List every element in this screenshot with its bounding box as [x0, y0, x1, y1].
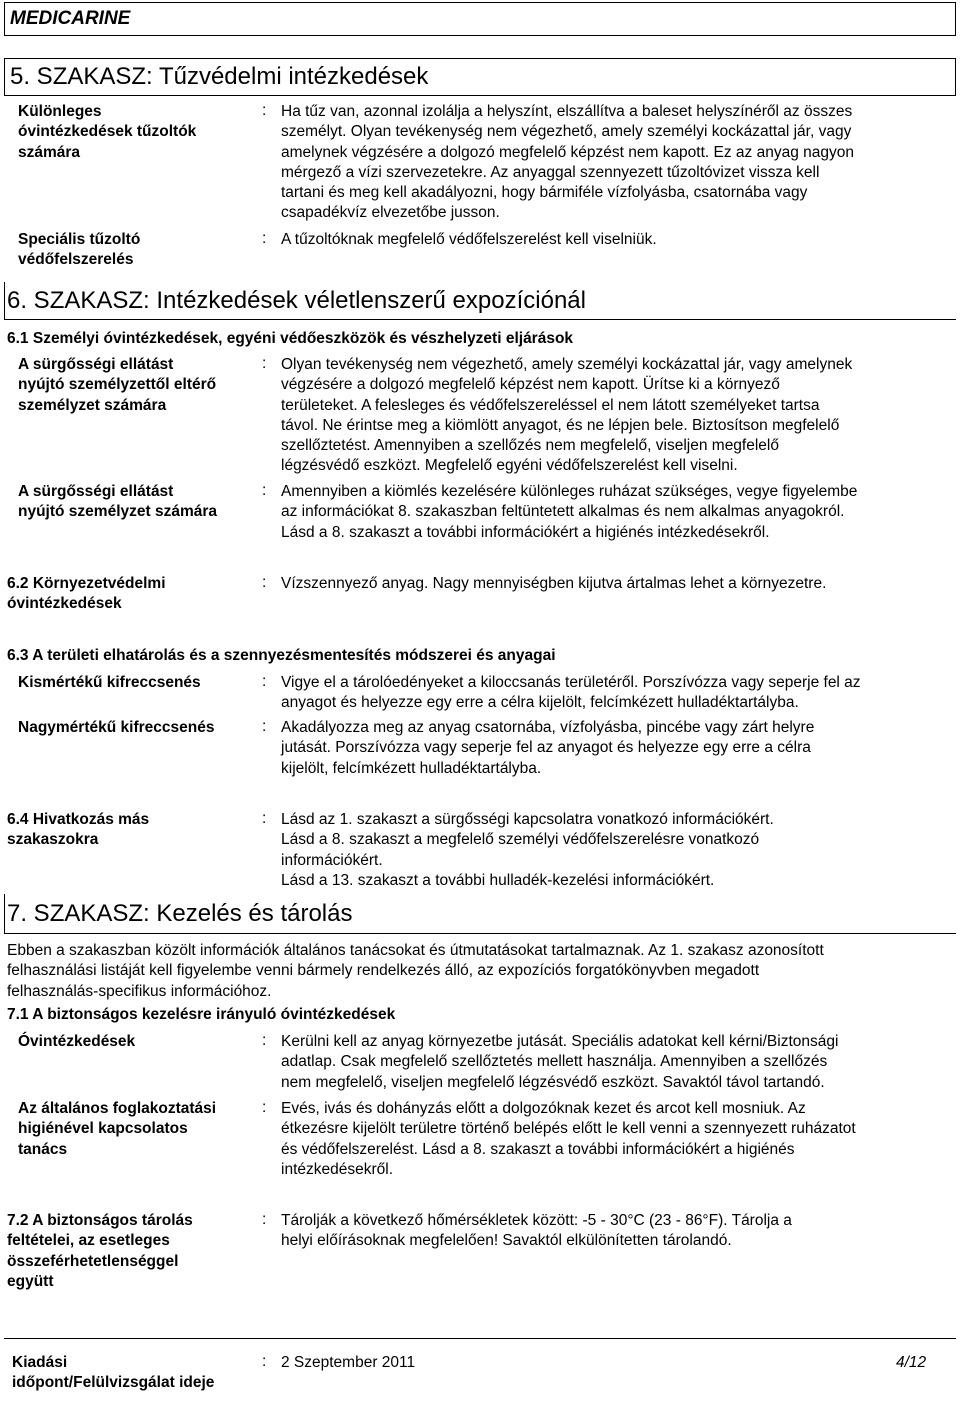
document-header [4, 2, 956, 36]
s7-label-precautions: Óvintézkedések [18, 1033, 136, 1050]
colon: : [262, 1211, 267, 1228]
footer-date: 2 Szeptember 2011 [281, 1354, 416, 1371]
s5-label-special-precautions: Különleges óvintézkedések tűzoltók számára [18, 103, 197, 161]
s7-2-text: Tárolják a következő hőmérsékletek között: -5 - 30°C (23 - 86°F). Tárolja a helyi előírásoknak megfelelően! Savaktól elkülönítetten tárolandó. [281, 1212, 792, 1250]
s5-text-special-precautions: Ha tűz van, azonnal izolálja a helyszínt, elszállítva a baleset helyszínéről az összes személyt. Olyan tevékenység nem végezhető, amely személyi kockázattal jár, vagy amelynek végzésére a dolgozó megfelelő képzést nem kapott. Ez az anyag nagyon mérgező a vízi szervezetekre. Az anyaggal szennyezett tűzoltóvizet vissza kell tartani és meg kell akadályozni, hogy bármiféle vízfolyásba, csatornába vagy csapadékvíz elvezetőbe jusson. [281, 103, 854, 222]
s7-1-heading: 7.1 A biztonságos kezelésre irányuló óvintézkedések [7, 1006, 396, 1023]
s6-label-non-emergency: A sürgősségi ellátást nyújtó személyzettől eltérő személyzet számára [18, 356, 217, 414]
s7-intro: Ebben a szakaszban közölt információk általános tanácsokat és útmutatásokat tartalmaznak. Az 1. szakasz azonosított felhasználási listáját kell figyelembe venni bármely rendelkezés álló, az expozíciós forgatókönyvben megadott felhasználás-specifikus információhoz. [7, 942, 824, 1000]
footer-rule [4, 1338, 956, 1339]
s7-text-precautions: Kerülni kell az anyag környezetbe jutását. Speciális adatokat kell kérni/Biztonsági adatlap. Csak megfelelő szellőztetés mellett használja. Amennyiben a szellőzés nem megfelelő, viseljen megfelelő légzésvédő eszközt. Savaktól távol tartandó. [281, 1033, 839, 1091]
s6-4-label: 6.4 Hivatkozás más szakaszokra [7, 811, 150, 849]
s6-label-small-spill: Kismértékű kifreccsenés [18, 674, 201, 691]
s6-text-large-spill: Akadályozza meg az anyag csatornába, vízfolyásba, pincébe vagy zárt helyre jutását. Porszívózza vagy seperje fel az anyagot és helyezze egy erre a célra kijelölt, felcímkézett hulladéktartályba. [281, 719, 815, 777]
page-number: 4/12 [896, 1354, 927, 1371]
s6-3-heading: 6.3 A területi elhatárolás és a szennyezésmentesítés módszerei és anyagai [7, 647, 556, 664]
colon: : [262, 718, 267, 735]
colon: : [262, 102, 267, 119]
colon: : [262, 1099, 267, 1116]
s7-label-hygiene: Az általános foglakoztatási higiénével kapcsolatos tanács [18, 1100, 217, 1158]
section-7-title: 7. SZAKASZ: Kezelés és tárolás [7, 900, 353, 927]
section-6-title: 6. SZAKASZ: Intézkedések véletlenszerű expozíciónál [7, 287, 586, 314]
s7-2-label: 7.2 A biztonságos tárolás feltételei, az esetleges összeférhetetlenséggel együtt [7, 1212, 193, 1290]
footer-label: Kiadási időpont/Felülvizsgálat ideje [12, 1354, 215, 1392]
colon: : [262, 1032, 267, 1049]
colon: : [262, 574, 267, 591]
s6-2-text: Vízszennyező anyag. Nagy mennyiségben kijutva ártalmas lehet a környezetre. [281, 575, 827, 592]
section-5-title: 5. SZAKASZ: Tűzvédelmi intézkedések [10, 63, 429, 90]
s6-4-text: Lásd az 1. szakaszt a sürgősségi kapcsolatra vonatkozó információkért. Lásd a 8. szakaszt a megfelelő személyi védőfelszerelésre vonatkozó információkért. Lásd a 13. szakaszt a további hulladék-kezelési információkért. [281, 811, 774, 889]
colon: : [262, 230, 267, 247]
s5-label-protective-equipment: Speciális tűzoltó védőfelszerelés [18, 231, 141, 269]
s7-text-hygiene: Evés, ivás és dohányzás előtt a dolgozóknak kezet és arcot kell mosniuk. Az étkezésre kijelölt területre történő belépés előtt le kell venni a szennyezett ruházatot és védőfelszerelést. Lásd a 8. szakaszt a további információkért a higiénés intézkedésekről. [281, 1100, 856, 1178]
colon: : [262, 673, 267, 690]
colon: : [262, 355, 267, 372]
s6-text-small-spill: Vigye el a tárolóedényeket a kiloccsanás területéről. Porszívózza vagy seperje fel az anyagot és helyezze egy erre a célra kijelölt, felcímkézett hulladéktartályba. [281, 674, 861, 712]
s5-text-protective-equipment: A tűzoltóknak megfelelő védőfelszerelést kell viselniük. [281, 231, 657, 248]
s6-label-large-spill: Nagymértékű kifreccsenés [18, 719, 215, 736]
s6-1-heading: 6.1 Személyi óvintézkedések, egyéni védőeszközök és vészhelyzeti eljárások [7, 330, 574, 347]
s6-text-non-emergency: Olyan tevékenység nem végezhető, amely személyi kockázattal jár, vagy amelynek végzésére a dolgozó megfelelő képzést nem kapott. Ürítse ki a környező területeket. A felesleges és védőfelszereléssel el nem látott személyeket tartsa távol. Ne érintse meg a kiömlött anyagot, és ne lépjen bele. Biztosítson megfelelő szellőztetést. Amennyiben a szellőzés nem megfelelő, viseljen megfelelő légzésvédő eszközt. Megfelelő egyéni védőfelszerelést kell viselni. [281, 356, 853, 475]
colon: : [262, 482, 267, 499]
s6-text-emergency: Amennyiben a kiömlés kezelésére különleges ruházat szükséges, vegye figyelembe az információkat 8. szakaszban feltüntetett alkalmas és nem alkalmas anyagokról. Lásd a 8. szakaszt a további információkért a higiénés intézkedésekről. [281, 483, 858, 541]
s6-2-label: 6.2 Környezetvédelmi óvintézkedések [7, 575, 166, 613]
colon: : [262, 810, 267, 827]
product-name: MEDICARINE [10, 8, 131, 29]
colon: : [262, 1353, 267, 1370]
s6-label-emergency: A sürgősségi ellátást nyújtó személyzet számára [18, 483, 218, 521]
